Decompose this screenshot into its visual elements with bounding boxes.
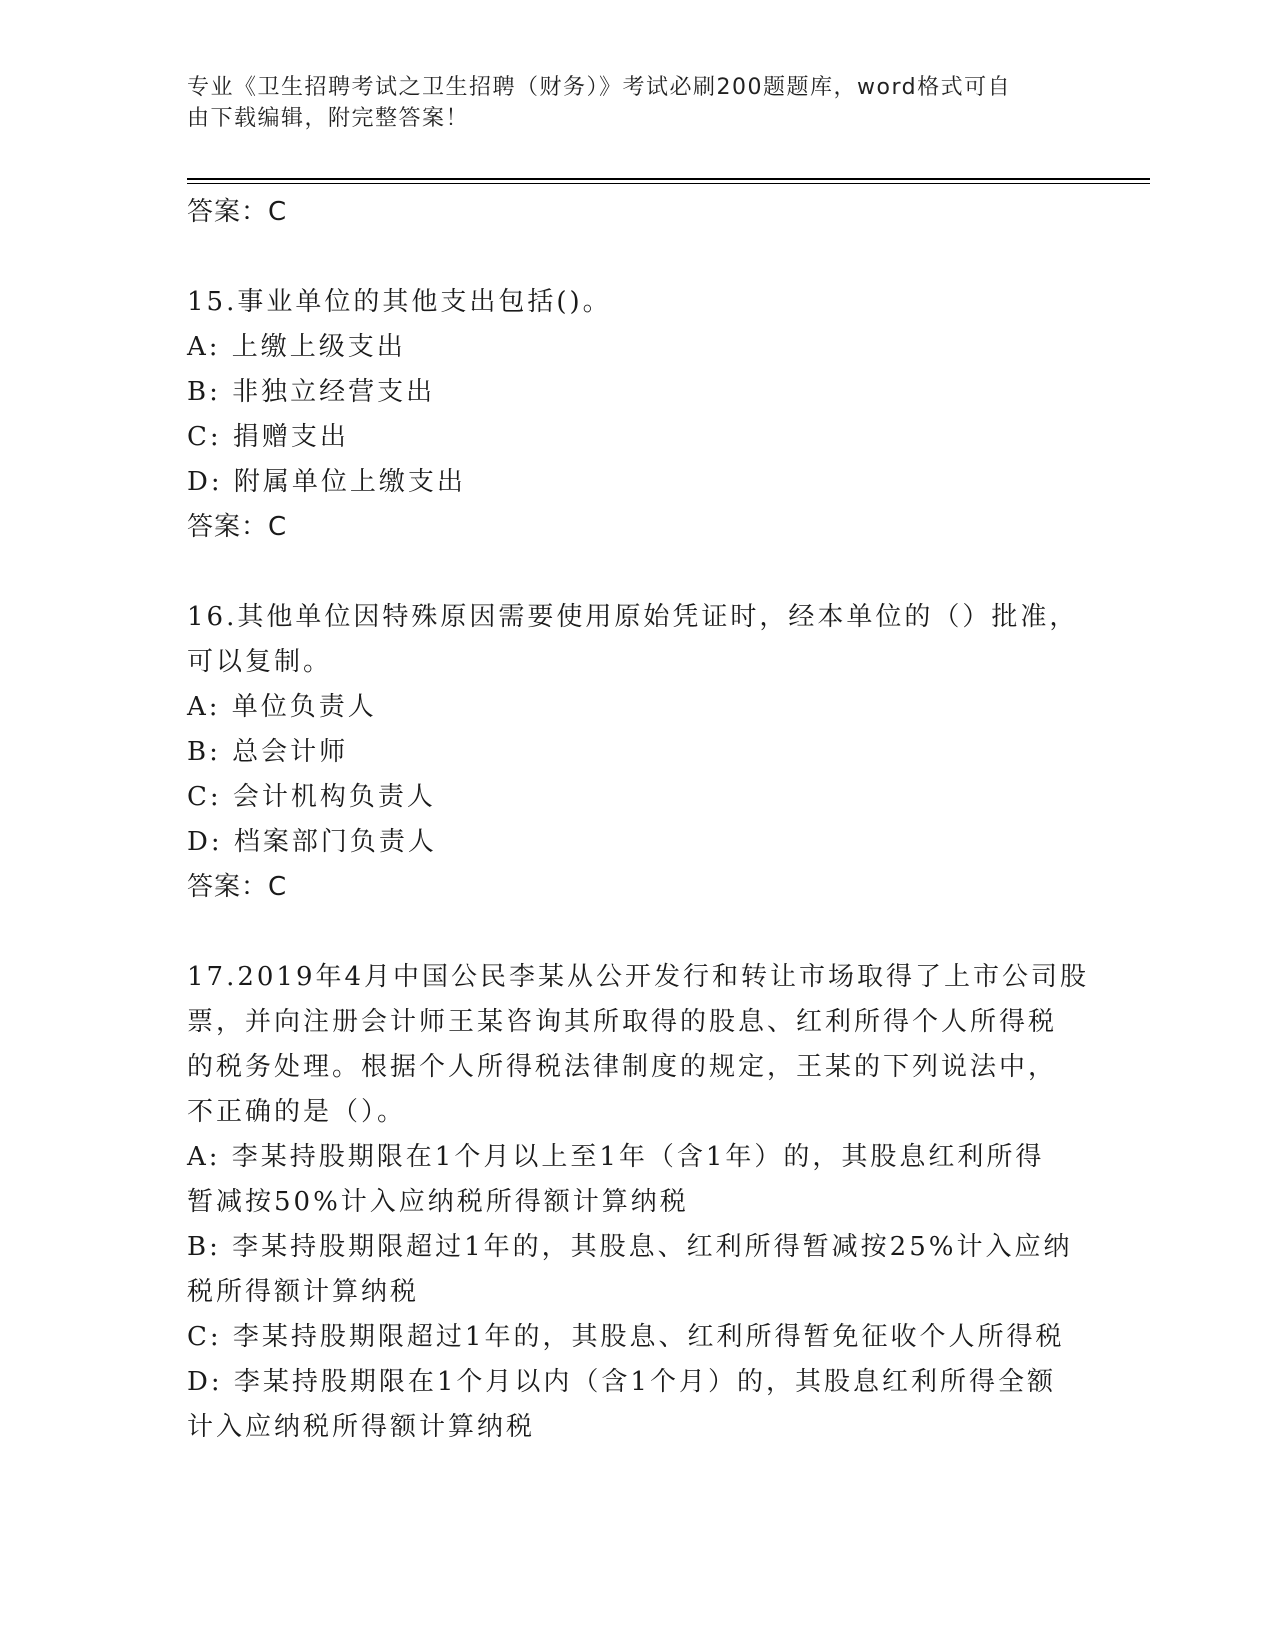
question-15-option-b: B: 非独立经营支出 bbox=[187, 377, 436, 407]
document-body bbox=[187, 190, 1090, 1450]
question-16-option-a: A: 单位负责人 bbox=[187, 692, 377, 722]
header-divider-thin bbox=[187, 183, 1150, 184]
question-15-option-c: C: 捐赠支出 bbox=[187, 422, 349, 452]
header-line-1: 专业《卫生招聘考试之卫生招聘（财务）》考试必刷200题题库，word格式可自 bbox=[187, 75, 1012, 100]
question-17 bbox=[187, 955, 1090, 1450]
question-16-answer: 答案：C bbox=[187, 872, 288, 902]
question-15-stem: 15.事业单位的其他支出包括()。 bbox=[187, 287, 612, 317]
question-17-option-a-line-1: A: 李某持股期限在1个月以上至1年（含1年）的，其股息红利所得 bbox=[187, 1142, 1045, 1172]
question-16-stem-line-2: 可以复制。 bbox=[187, 647, 333, 677]
question-17-option-d-line-2: 计入应纳税所得额计算纳税 bbox=[187, 1412, 536, 1442]
question-17-stem-line-2: 票，并向注册会计师王某咨询其所取得的股息、红利所得个人所得税 bbox=[187, 1007, 1058, 1037]
question-15 bbox=[187, 280, 1087, 550]
question-16-option-c: C: 会计机构负责人 bbox=[187, 782, 436, 812]
question-17-option-a-line-2: 暂减按50%计入应纳税所得额计算纳税 bbox=[187, 1187, 689, 1217]
spacer bbox=[187, 235, 1087, 280]
question-17-stem-line-4: 不正确的是（）。 bbox=[187, 1097, 407, 1127]
document-header bbox=[187, 72, 1067, 134]
question-16-option-b: B: 总会计师 bbox=[187, 737, 349, 767]
question-17-option-b-line-2: 税所得额计算纳税 bbox=[187, 1277, 420, 1307]
spacer bbox=[187, 550, 1087, 595]
question-17-stem-line-3: 的税务处理。根据个人所得税法律制度的规定，王某的下列说法中， bbox=[187, 1052, 1058, 1082]
question-17-option-d-line-1: D: 李某持股期限在1个月以内（含1个月）的，其股息红利所得全额 bbox=[187, 1367, 1056, 1397]
question-16 bbox=[187, 595, 1087, 910]
spacer bbox=[187, 910, 1087, 955]
question-17-option-b-line-1: B: 李某持股期限超过1年的，其股息、红利所得暂减按25%计入应纳 bbox=[187, 1232, 1073, 1262]
question-15-answer: 答案：C bbox=[187, 512, 288, 542]
question-16-stem-line-1: 16.其他单位因特殊原因需要使用原始凭证时，经本单位的（）批准， bbox=[187, 602, 1079, 632]
question-17-option-c: C: 李某持股期限超过1年的，其股息、红利所得暂免征收个人所得税 bbox=[187, 1322, 1065, 1352]
header-line-2: 由下载编辑，附完整答案！ bbox=[187, 106, 470, 131]
question-15-option-d: D: 附属单位上缴支出 bbox=[187, 467, 466, 497]
header-divider-thick bbox=[187, 178, 1150, 180]
answer-14: 答案：C bbox=[187, 197, 288, 227]
question-17-stem-line-1: 17.2019年4月中国公民李某从公开发行和转让市场取得了上市公司股 bbox=[187, 962, 1090, 992]
question-15-option-a: A: 上缴上级支出 bbox=[187, 332, 406, 362]
question-16-option-d: D: 档案部门负责人 bbox=[187, 827, 437, 857]
